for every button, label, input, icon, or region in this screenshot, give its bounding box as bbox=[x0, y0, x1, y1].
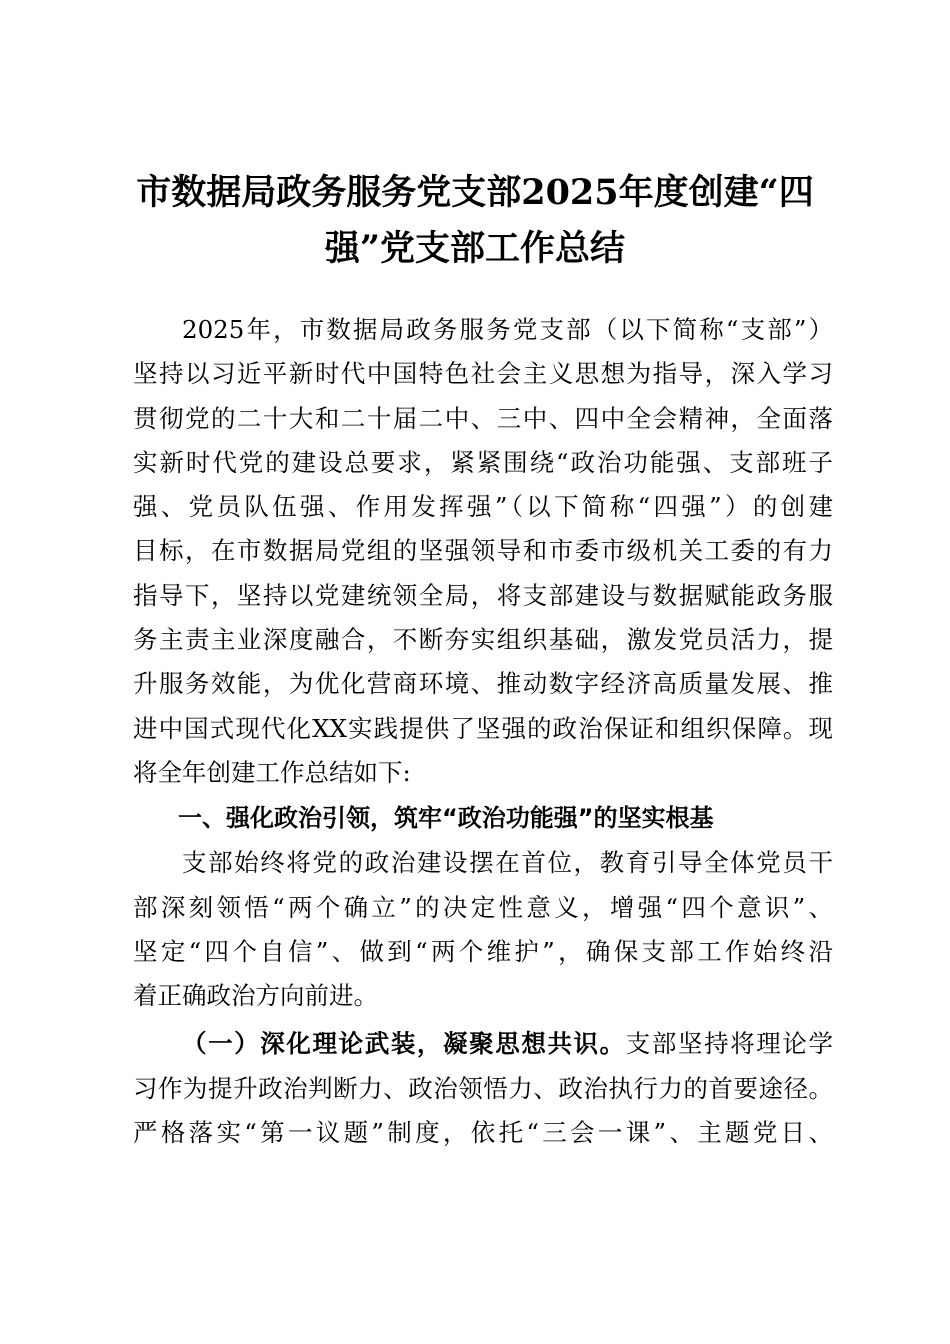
title-line: 强”党支部工作总结 bbox=[324, 228, 626, 269]
paragraph-line: 实新时代党的建设总要求，紧紧围绕“政治功能强、支部班子 bbox=[133, 447, 833, 477]
paragraph-line: 将全年创建工作总结如下: bbox=[133, 757, 411, 787]
paragraph-line: 部深刻领悟“两个确立”的决定性意义，增强“四个意识”、 bbox=[133, 892, 833, 922]
section-heading: 一、强化政治引领，筑牢“政治功能强”的坚实根基 bbox=[178, 804, 714, 833]
intro-paragraph bbox=[133, 308, 833, 795]
paragraph-line: 2025年，市数据局政务服务党支部（以下简称“支部”） bbox=[182, 315, 833, 344]
paragraph-line bbox=[133, 1022, 833, 1066]
paragraph-line: 坚定“四个自信”、做到“两个维护”，确保支部工作始终沿 bbox=[133, 936, 833, 966]
paragraph-line: 升服务效能，为优化营商环境、推动数字经济高质量发展、推 bbox=[133, 669, 833, 699]
paragraph-line: 习作为提升政治判断力、政治领悟力、政治执行力的首要途径。 bbox=[133, 1073, 833, 1103]
paragraph-line: 目标，在市数据局党组的坚强领导和市委市级机关工委的有力 bbox=[133, 536, 833, 566]
paragraph-line: 支部始终将党的政治建设摆在首位，教育引导全体党员干 bbox=[182, 848, 833, 878]
document-body bbox=[133, 308, 833, 1155]
paragraph-line: 务主责主业深度融合，不断夯实组织基础，激发党员活力，提 bbox=[133, 625, 833, 655]
document-title bbox=[120, 165, 830, 277]
paragraph-line: 严格落实“第一议题”制度，依托“三会一课”、主题党日、 bbox=[133, 1118, 833, 1148]
subsection-lead: （一）深化理论武装，凝聚思想共识。 bbox=[182, 1029, 626, 1059]
paragraph-line: 坚持以习近平新时代中国特色社会主义思想为指导，深入学习 bbox=[133, 359, 833, 389]
paragraph-text: 支部坚持将理论学 bbox=[625, 1029, 834, 1059]
paragraph-line: 指导下，坚持以党建统领全局，将支部建设与数据赋能政务服 bbox=[133, 580, 833, 610]
paragraph-line: 贯彻党的二十大和二十届二中、三中、四中全会精神，全面落 bbox=[133, 403, 833, 433]
paragraph-line: 强、党员队伍强、作用发挥强”（以下简称“四强”）的创建 bbox=[133, 492, 833, 522]
subsection-1-1 bbox=[133, 1022, 833, 1155]
paragraph-line: 进中国式现代化XX实践提供了坚强的政治保证和组织保障。现 bbox=[133, 713, 833, 743]
title-line: 市数据局政务服务党支部2025年度创建“四 bbox=[136, 172, 814, 213]
paragraph-line: 着正确政治方向前进。 bbox=[133, 981, 378, 1011]
section-1-paragraph bbox=[133, 841, 833, 1018]
